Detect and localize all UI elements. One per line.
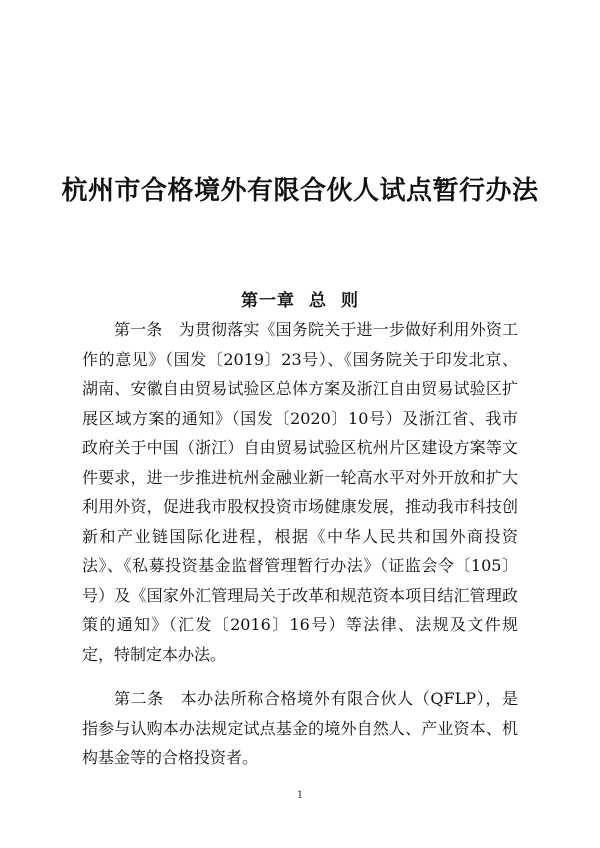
chapter-word-1: 总 (309, 291, 327, 311)
chapter-word-2: 则 (341, 291, 359, 311)
article-2: 第二条 本办法所称合格境外有限合伙人（QFLP），是指参与认购本办法规定试点基金的境外自然人、产业资本、机构基金等的合格投资者。 (82, 689, 518, 767)
chapter-heading (0, 286, 600, 311)
article-1: 第一条 为贯彻落实《国务院关于进一步做好利用外资工作的意见》（国发〔2019〕23号）、《国务院关于印发北京、湖南、安徽自由贸易试验区总体方案及浙江自由贸易试验区扩展区域方案的通知》（国发〔2020〕10号）及浙江省、我市政府关于中国（浙江）自由贸易试验区杭州片区建设方案等文件要求，进一步推进杭州金融业新一轮高水平对外开放和扩大利用外资，促进我市股权投资市场健康发展，推动我市科技创新和产业链国际化进程，根据《中华人民共和国外商投资法》、《私募投资基金监督管理暂行办法》（证监会令〔105〕号）及《国家外汇管理局关于改革和规范资本项目结汇管理政策的通知》（汇发〔2016〕16号）等法律、法规及文件规定，特制定本办法。 (82, 320, 518, 664)
page-number: 1 (296, 790, 304, 801)
chapter-number: 第一章 (241, 291, 295, 311)
document-title: 杭州市合格境外有限合伙人试点暂行办法 (61, 176, 539, 206)
